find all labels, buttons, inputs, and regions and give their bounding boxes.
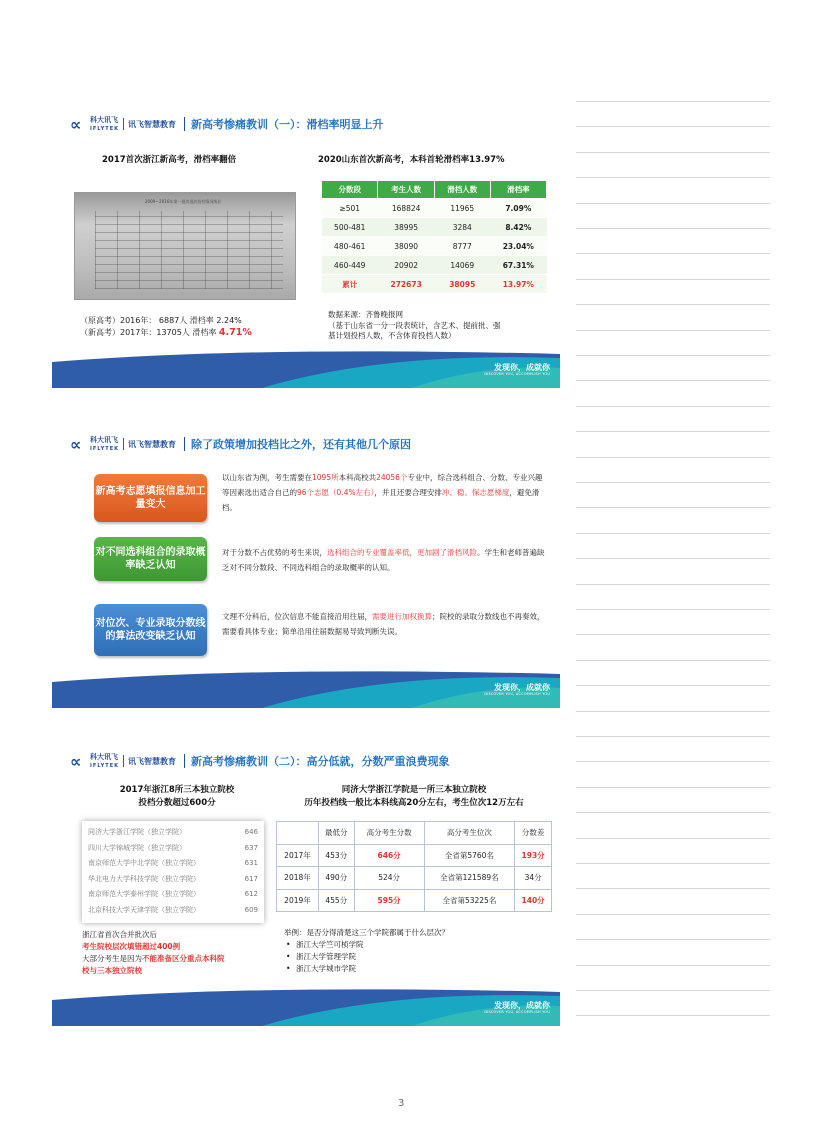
list-item: 南京师范大学中北学院（独立学院） 631 [88,859,258,867]
slide-title: 除了政策增加投档比之外，还有其他几个原因 [191,438,412,451]
table-row: 2017年 453分 646分 全省第5760名 193分 [277,844,552,867]
reason-box-2: 对不同选科组合的录取概率缺乏认知 [94,537,207,581]
note-line [576,914,770,915]
slide-title: 新高考惨痛教训（一）：滑档率明显上升 [191,118,384,131]
slide-2 [52,424,560,708]
list-item: 四川大学锦城学院（独立学院） 637 [88,843,258,852]
list-item: • 浙江大学管理学院 [284,951,449,963]
note-line [576,660,770,661]
slide-title: 新高考惨痛教训（二）：高分低就，分数严重浪费现象 [191,755,450,768]
note-line [576,431,770,432]
list-item: 同济大学浙江学院（独立学院） 646 [88,828,258,836]
note-line [576,584,770,585]
data-source-note: 数据来源：齐鲁晚报网 （基于山东省一分一段表统计，含艺术、提前批、强 基计划投档人数，不含体育投档人数） [328,310,501,340]
tongji-heading: 同济大学浙江学院是一所三本独立院校 历年投档线一般比本科线高20分左右，考生位次12万左右 [304,785,524,808]
iflytek-logo-icon: ∝ [70,434,82,454]
reason-paragraph-3: 文理不分科后，位次信息不能直接沿用往届，需要进行加权换算；院校的录取分数线也不再奏效，需要看具体专业；简单沿用往届数据易导致判断失误。 [222,612,545,636]
list-item: 南京师范大学泰州学院（独立学院） 612 [88,890,258,898]
slide-header [70,114,384,134]
note-line [576,177,770,178]
table-row: 480-461 38090 8777 23.04% [322,237,547,256]
slide-header [70,434,411,454]
brand-name: 讯飞智慧教育 [128,119,177,129]
note-line [576,101,770,102]
note-line [576,253,770,254]
slogan: 发现你，成就你 DISCOVER YOU, ACCOMPLISH YOU [484,683,550,696]
note-line [576,761,770,762]
note-line [576,736,770,737]
table-row: 500-481 38995 3284 8.42% [322,218,547,237]
note-line [576,965,770,966]
table-row: ≥501 168824 11965 7.09% [322,199,547,218]
logo-text: 科大讯飞 IFLYTEK [90,115,120,132]
note-line [576,939,770,940]
note-line [576,838,770,839]
reason-box-1: 新高考志愿填报信息加工量变大 [94,474,207,522]
iflytek-logo-icon: ∝ [70,114,82,134]
zhejiang-note: 浙江省首次合并批次后 考生院校层次填错超过400例 大部分考生是因为不能准备区分重点本科院 校与三本独立院校 [82,930,225,975]
list-item: 北京科技大学天津学院（独立学院） 609 [88,905,258,914]
shandong-heading: 2020山东首次新高考，本科首轮滑档率13.97% [318,155,505,165]
note-line [576,457,770,458]
iflytek-logo-icon: ∝ [70,751,82,771]
slide-header [70,751,450,771]
note-line [576,330,770,331]
table-photo: 2009～2016年第一批次批次投档情况统计 [74,192,296,300]
note-line [576,406,770,407]
note-line [576,634,770,635]
note-line [576,533,770,534]
note-line [576,685,770,686]
note-line [576,812,770,813]
note-line [576,126,770,127]
note-line [576,787,770,788]
list-item: • 浙江大学竺可桢学院 [284,939,449,951]
slogan: 发现你，成就你 DISCOVER YOU, ACCOMPLISH YOU [484,363,550,376]
note-line [576,507,770,508]
zhejiang-schools-heading: 2017年浙江8所三本独立院校 投档分数超过600分 [119,785,235,808]
list-item: • 浙江大学城市学院 [284,963,449,975]
note-line [576,152,770,153]
note-line [576,279,770,280]
reason-paragraph-2: 对于分数不占优势的考生来说，选科组合的专业覆盖率低，更加剧了滑档风险。学生和老师普遍缺乏对不同分数段、不同选科组合的录取概率的认知。 [222,548,545,572]
slide-3 [52,741,560,1026]
note-line [576,863,770,864]
note-line [576,304,770,305]
table-row: 460-449 20902 14069 67.31% [322,256,547,275]
zhejiang-heading: 2017首次浙江新高考，滑档率翻倍 [102,155,237,165]
note-line [576,228,770,229]
logo-text: 科大讯飞 IFLYTEK [90,435,120,452]
zhejiang-note: （原高考）2016年： 6887人 滑档率 2.24% （新高考）2017年：13705人 滑档率 4.71% [80,316,252,338]
tongji-table: 最低分 高分考生分数 高分考生位次 分数差 2017年 453分 646分 全省第5760名 193分 2018年 490分 524分 全省第121589名 34分 2019年 455分 595分 全省第53225名 140分 [276,821,552,912]
slide-footer-banner [52,348,560,388]
brand-name: 讯飞智慧教育 [128,756,177,766]
slogan: 发现你，成就你 DISCOVER YOU, ACCOMPLISH YOU [484,1001,550,1014]
note-line [576,482,770,483]
note-line [576,558,770,559]
table-row: 2018年 490分 524分 全省第121589名 34分 [277,867,552,890]
page-number: 3 [398,1098,405,1109]
reason-paragraph-1: 以山东省为例，考生需要在1095所本科高校共24056个专业中，综合选科组合、分数、专业兴趣等因素选出适合自己的96个志愿（0.4%左右），并且还要合理安排冲、稳、保志愿梯度，避免滑档。 [222,473,543,512]
shandong-table: 分数段 考生人数 滑档人数 滑档率 ≥501 168824 11965 7.09% 500-481 38995 3284 8.42% 480-461 38090 8777 23.04% 460-449 20902 14069 67.31% 累计 272673 38095 13.97% [321,180,547,294]
note-line [576,203,770,204]
note-line [576,711,770,712]
note-line [576,888,770,889]
slide-footer-banner [52,668,560,708]
schools-list [82,821,264,923]
table-total-row: 累计 272673 38095 13.97% [322,275,547,294]
table-row: 2019年 455分 595分 全省第53225名 140分 [277,889,552,912]
slide-1 [52,104,560,388]
note-line [576,1015,770,1016]
reason-box-3: 对位次、专业录取分数线的算法改变缺乏认知 [94,604,207,656]
list-item: 华北电力大学科技学院（独立学院） 617 [88,874,258,883]
note-line [576,355,770,356]
logo-text: 科大讯飞 IFLYTEK [90,752,120,769]
example-question: 举例：是否分得清楚这三个学院都属于什么层次？ • 浙江大学竺可桢学院 • 浙江大学管理学院 • 浙江大学城市学院 [284,927,449,975]
brand-name: 讯飞智慧教育 [128,439,177,449]
note-line [576,609,770,610]
note-line [576,380,770,381]
note-line [576,990,770,991]
slide-footer-banner [52,986,560,1026]
